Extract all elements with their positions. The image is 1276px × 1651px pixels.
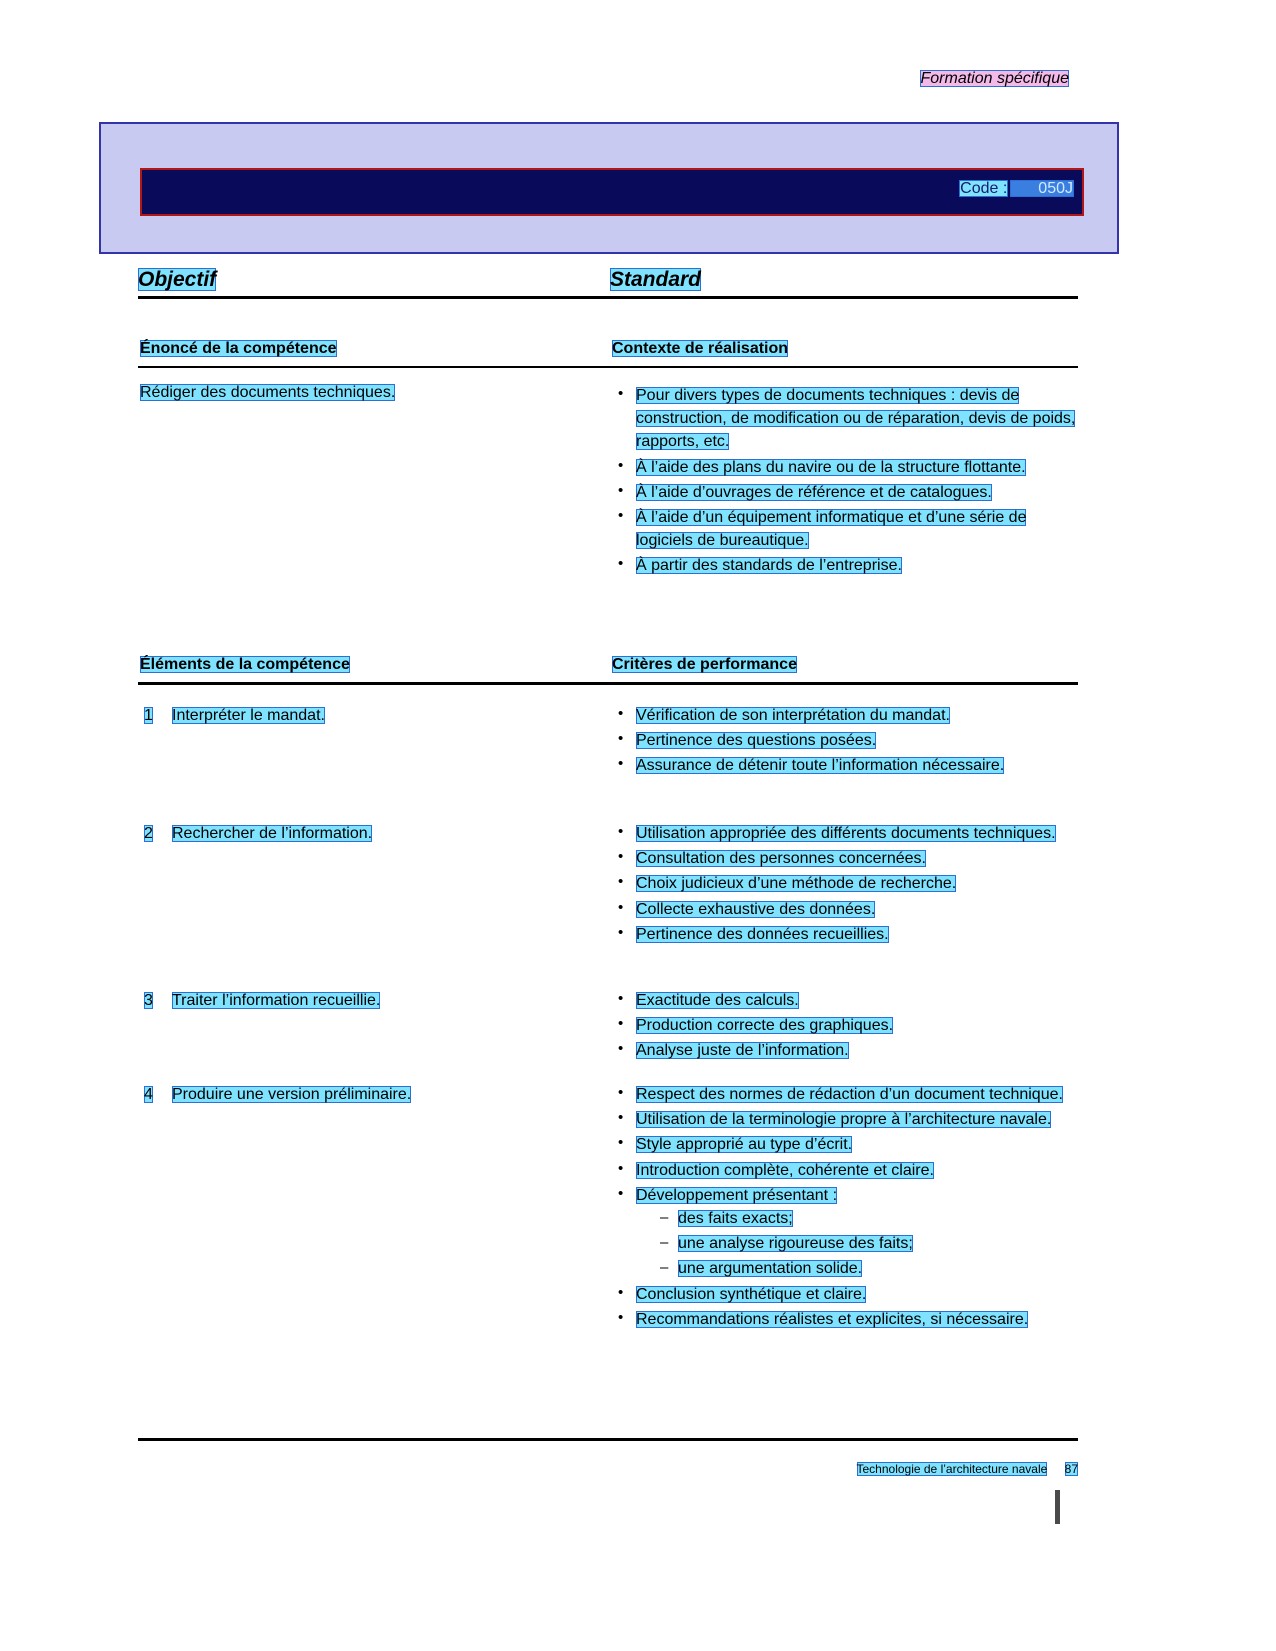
criteres-heading-text: Critères de performance bbox=[612, 656, 797, 673]
criteres-heading bbox=[612, 656, 797, 674]
enonce-heading bbox=[140, 340, 337, 358]
element-label: Interpréter le mandat. bbox=[172, 707, 325, 724]
footer bbox=[857, 1462, 1079, 1476]
criteria-row-2 bbox=[612, 822, 1082, 948]
list-item: • Recommandations réalistes et explicites, si nécessaire. bbox=[612, 1308, 1082, 1331]
rule-under-enonce-heading bbox=[138, 366, 1078, 368]
list-item: • Exactitude des calculs. bbox=[612, 989, 1082, 1012]
standard-title-text: Standard bbox=[610, 268, 702, 291]
criteria-row-1 bbox=[612, 704, 1082, 780]
list-item: • Choix judicieux d’une méthode de recherche. bbox=[612, 872, 1082, 895]
rule-under-titles bbox=[138, 296, 1078, 299]
list-item: • Introduction complète, cohérente et claire. bbox=[612, 1159, 1082, 1182]
rule-under-elements-heading bbox=[138, 682, 1078, 685]
element-row-3 bbox=[140, 989, 590, 1012]
objectif-title-text: Objectif bbox=[138, 268, 217, 291]
header-label-text: Formation spécifique bbox=[920, 70, 1069, 87]
standard-title bbox=[610, 268, 701, 292]
list-item: • Pour divers types de documents techniques : devis de construction, de modification ou de réparation, devis de poids, rapports, etc. bbox=[612, 384, 1082, 454]
objectif-title bbox=[138, 268, 216, 292]
footer-rule bbox=[138, 1438, 1078, 1441]
element-number: 3 bbox=[144, 992, 153, 1009]
list-item: • Collecte exhaustive des données. bbox=[612, 898, 1082, 921]
list-item: • Conclusion synthétique et claire. bbox=[612, 1283, 1082, 1306]
enonce-text-value: Rédiger des documents techniques. bbox=[140, 384, 396, 401]
criteria-row-4 bbox=[612, 1083, 1082, 1333]
code-outer-box bbox=[99, 122, 1119, 254]
list-item: • À partir des standards de l’entreprise. bbox=[612, 554, 1082, 577]
sub-list-item: – une argumentation solide. bbox=[660, 1257, 1082, 1280]
list-item: • À l’aide d’ouvrages de référence et de catalogues. bbox=[612, 481, 1082, 504]
enonce-text bbox=[140, 384, 590, 402]
element-row-1 bbox=[140, 704, 590, 727]
element-row-4 bbox=[140, 1083, 590, 1106]
contexte-list bbox=[612, 384, 1082, 580]
code-value: 050J bbox=[1010, 180, 1074, 197]
list-item: • Production correcte des graphiques. bbox=[612, 1014, 1082, 1037]
list-item: • Utilisation de la terminologie propre à l’architecture navale. bbox=[612, 1108, 1082, 1131]
list-item: • Développement présentant : – des faits exacts; – une analyse rigoureuse des faits; – une argumentation solide. bbox=[612, 1184, 1082, 1281]
elements-heading-text: Éléments de la compétence bbox=[140, 656, 350, 673]
sub-list-item: – des faits exacts; bbox=[660, 1207, 1082, 1230]
element-label: Produire une version préliminaire. bbox=[172, 1086, 412, 1103]
element-number: 4 bbox=[144, 1086, 153, 1103]
footer-title: Technologie de l’architecture navale bbox=[856, 1462, 1048, 1476]
sub-list-item: – une analyse rigoureuse des faits; bbox=[660, 1232, 1082, 1255]
list-item: • Utilisation appropriée des différents documents techniques. bbox=[612, 822, 1082, 845]
list-item: • Analyse juste de l’information. bbox=[612, 1039, 1082, 1062]
sub-list bbox=[636, 1207, 1082, 1281]
element-row-2 bbox=[140, 822, 590, 845]
element-label: Rechercher de l’information. bbox=[172, 825, 373, 842]
element-label: Traiter l’information recueillie. bbox=[172, 992, 381, 1009]
criteria-row-3 bbox=[612, 989, 1082, 1065]
list-item: • Assurance de détenir toute l’information nécessaire. bbox=[612, 754, 1082, 777]
list-item: • Consultation des personnes concernées. bbox=[612, 847, 1082, 870]
list-item: • Pertinence des questions posées. bbox=[612, 729, 1082, 752]
list-item: • Style approprié au type d’écrit. bbox=[612, 1133, 1082, 1156]
list-item: • À l’aide d’un équipement informatique et d’une série de logiciels de bureautique. bbox=[612, 506, 1082, 552]
contexte-heading-text: Contexte de réalisation bbox=[612, 340, 789, 357]
footer-page-number: 87 bbox=[1064, 1462, 1078, 1476]
list-item: • À l’aide des plans du navire ou de la structure flottante. bbox=[612, 456, 1082, 479]
enonce-heading-text: Énoncé de la compétence bbox=[140, 340, 337, 357]
code-inner-box bbox=[140, 168, 1084, 216]
element-number: 1 bbox=[144, 707, 153, 724]
element-number: 2 bbox=[144, 825, 153, 842]
code-label: Code : bbox=[960, 180, 1008, 197]
header-label bbox=[920, 70, 1069, 88]
elements-heading bbox=[140, 656, 350, 674]
contexte-heading bbox=[612, 340, 788, 358]
list-item: • Respect des normes de rédaction d’un document technique. bbox=[612, 1083, 1082, 1106]
text-cursor bbox=[1055, 1490, 1060, 1524]
list-item: • Vérification de son interprétation du mandat. bbox=[612, 704, 1082, 727]
code-field bbox=[959, 180, 1074, 198]
list-item: • Pertinence des données recueillies. bbox=[612, 923, 1082, 946]
